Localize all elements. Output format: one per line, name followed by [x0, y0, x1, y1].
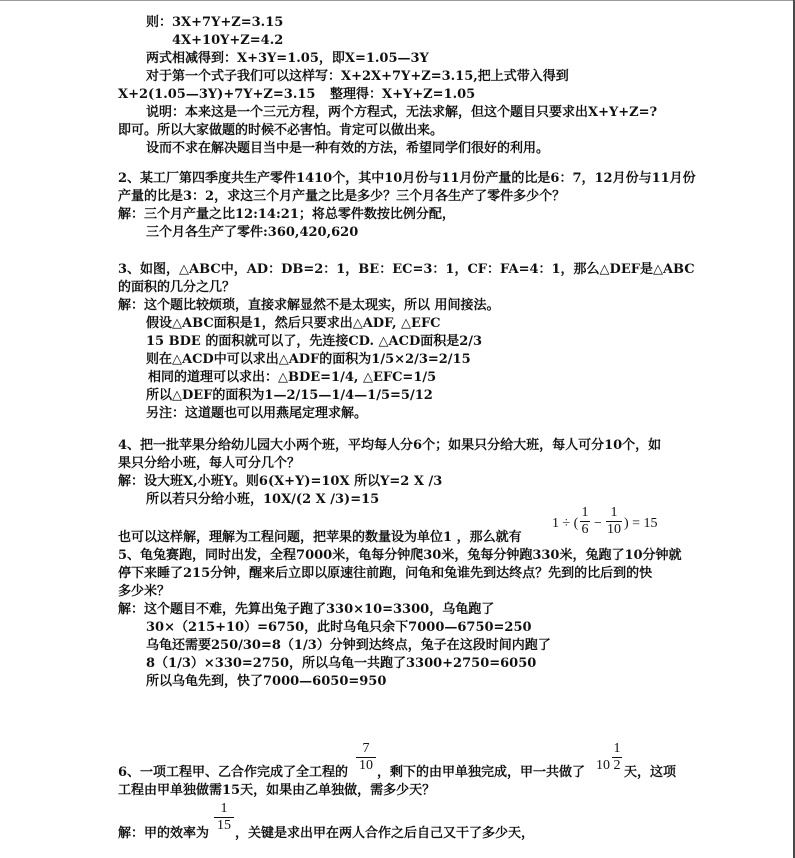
fraction-one-half: [612, 742, 622, 773]
fraction-numerator: 1: [581, 505, 589, 520]
q3-line-5: 15 BDE 的面积就可以了，先连接CD. △ACD面积是2/3: [146, 334, 483, 349]
q5-line-4: 解：这个题目不难，先算出兔子跑了330×10=3300，乌龟跑了: [118, 602, 495, 617]
block1-line-3: 两式相减得到：X+3Y=1.05，即X=1.05—3Y: [146, 51, 429, 66]
eq-prefix: 1 ÷ (: [552, 516, 579, 531]
q6-line-1c: 天，这项: [624, 765, 677, 780]
block1-line-6: 说明：本来这是一个三元方程，两个方程式，无法求解，但这个题目只要求出X+Y+Z=?: [146, 105, 658, 120]
fraction-one-tenth: [606, 506, 622, 537]
q6-line-3a: 解：甲的效率为: [118, 826, 210, 841]
q3-line-4: 假设△ABC面积是1，然后只要求出△ADF, △EFC: [146, 316, 441, 331]
fraction-one-fifteenth: [214, 802, 234, 833]
q3-line-9: 另注：这道题也可以用燕尾定理求解。: [146, 406, 368, 421]
q5-line-5: 30×（215+10）=6750，此时乌龟只余下7000—6750=250: [146, 620, 532, 635]
q2-line-4: 三个月各生产了零件:360,420,620: [146, 225, 359, 240]
q4-line-5: 也可以这样解，理解为工程问题，把苹果的数量设为单位1 ，那么就有: [118, 530, 522, 545]
q5-line-6: 乌龟还需要250/30=8（1/3）分钟到达终点，兔子在这段时间内跑了: [146, 638, 551, 653]
q5-line-3: 多少米？: [118, 584, 171, 599]
fraction-denominator: 15: [217, 818, 231, 833]
q3-line-3: 解：这个题比较烦琐，直接求解显然不是太现实，所以 用间接法。: [118, 298, 500, 313]
block1-line-5a: X+2(1.05—3Y)+7Y+Z=3.15: [118, 87, 316, 102]
q5-line-1: 5、龟兔赛跑，同时出发，全程7000米，龟每分钟爬30米，兔每分钟跑330米，兔跑了10分钟就: [118, 548, 682, 563]
q4-line-2: 果只分给小班，每人可分几个？: [118, 456, 301, 471]
mixed-number-whole: 10: [596, 758, 610, 773]
q3-line-7: 相同的道理可以求出：△BDE=1/4, △EFC=1/5: [148, 370, 437, 385]
q6-line-2: 工程由甲单独做需15天，如果由乙单独做，需多少天？: [118, 783, 436, 798]
q3-line-2: 的面积的几分之几？: [118, 280, 236, 295]
fraction-numerator: 1: [613, 741, 621, 756]
fraction-numerator: 1: [610, 505, 618, 520]
eq-minus: −: [594, 516, 602, 531]
q5-line-8: 所以乌龟先到，快了7000—6050=950: [146, 674, 387, 689]
q3-line-6: 则在△ACD中可以求出△ADF的面积为1/5×2/3=2/15: [146, 352, 471, 367]
q6-line-3b: ，关键是求出甲在两人合作之后自己又干了多少天，: [235, 826, 535, 841]
fraction-denominator: 6: [581, 522, 589, 537]
q2-line-1: 2、某工厂第四季度共生产零件1410个，其中10月份与11月份产量的比是6：7，12月份与11月份: [118, 171, 696, 186]
q6-line-1a: 6、一项工程甲、乙合作完成了全工程的: [118, 765, 349, 780]
q3-line-8: 所以△DEF的面积为1—2/15—1/4—1/5=5/12: [146, 388, 433, 403]
q2-line-2: 产量的比是3：2，求这三个月产量之比是多少？三个月各生产了零件多少个？: [118, 189, 566, 204]
q4-equation: [552, 516, 578, 532]
q4-line-1: 4、把一批苹果分给幼儿园大小两个班，平均每人分6个；如果只分给大班，每人可分10个，如: [118, 438, 662, 453]
q4-line-4: 所以若只分给小班，10X/(2 X /3)=15: [146, 492, 380, 507]
q5-line-2: 停下来睡了215分钟，醒来后立即以原速往前跑，问龟和兔谁先到达终点？先到的比后到的快: [118, 566, 653, 581]
fraction-numerator: 1: [220, 801, 228, 816]
fraction-one-sixth: [580, 506, 590, 537]
eq-suffix: ) = 15: [624, 516, 658, 531]
q3-line-1: 3、如图，△ABC中，AD：DB=2：1，BE：EC=3：1，CF：FA=4：1，那么△DEF是△ABC: [118, 262, 695, 277]
q4-line-3: 解：设大班X,小班Y。则6(X+Y)=10X 所以Y=2 X /3: [118, 474, 443, 489]
block1-line-1: 则：3X+7Y+Z=3.15: [146, 15, 284, 30]
fraction-denominator: 2: [613, 758, 621, 773]
q5-line-7: 8（1/3）×330=2750，所以乌龟一共跑了3300+2750=6050: [146, 656, 537, 671]
fraction-denominator: 10: [359, 758, 373, 773]
block1-line-7: 即可。所以大家做题的时候不必害怕。肯定可以做出来。: [118, 123, 444, 138]
fraction-seven-tenths: [356, 742, 376, 773]
block1-line-4: 对于第一个式子我们可以这样写：X+2X+7Y+Z=3.15,把上式带入得到: [146, 69, 569, 84]
block1-line-2: 4X+10Y+Z=4.2: [172, 33, 284, 48]
block1-line-5b: 整理得：X+Y+Z=1.05: [330, 87, 476, 102]
fraction-numerator: 7: [362, 741, 370, 756]
q6-line-1b: ，剩下的由甲单独完成，甲一共做了: [377, 765, 586, 780]
fraction-denominator: 10: [607, 522, 621, 537]
block1-line-8: 设而不求在解决题目当中是一种有效的方法，希望同学们很好的利用。: [146, 141, 550, 156]
q2-line-3: 解：三个月产量之比12:14:21；将总零件数按比例分配，: [118, 207, 455, 222]
